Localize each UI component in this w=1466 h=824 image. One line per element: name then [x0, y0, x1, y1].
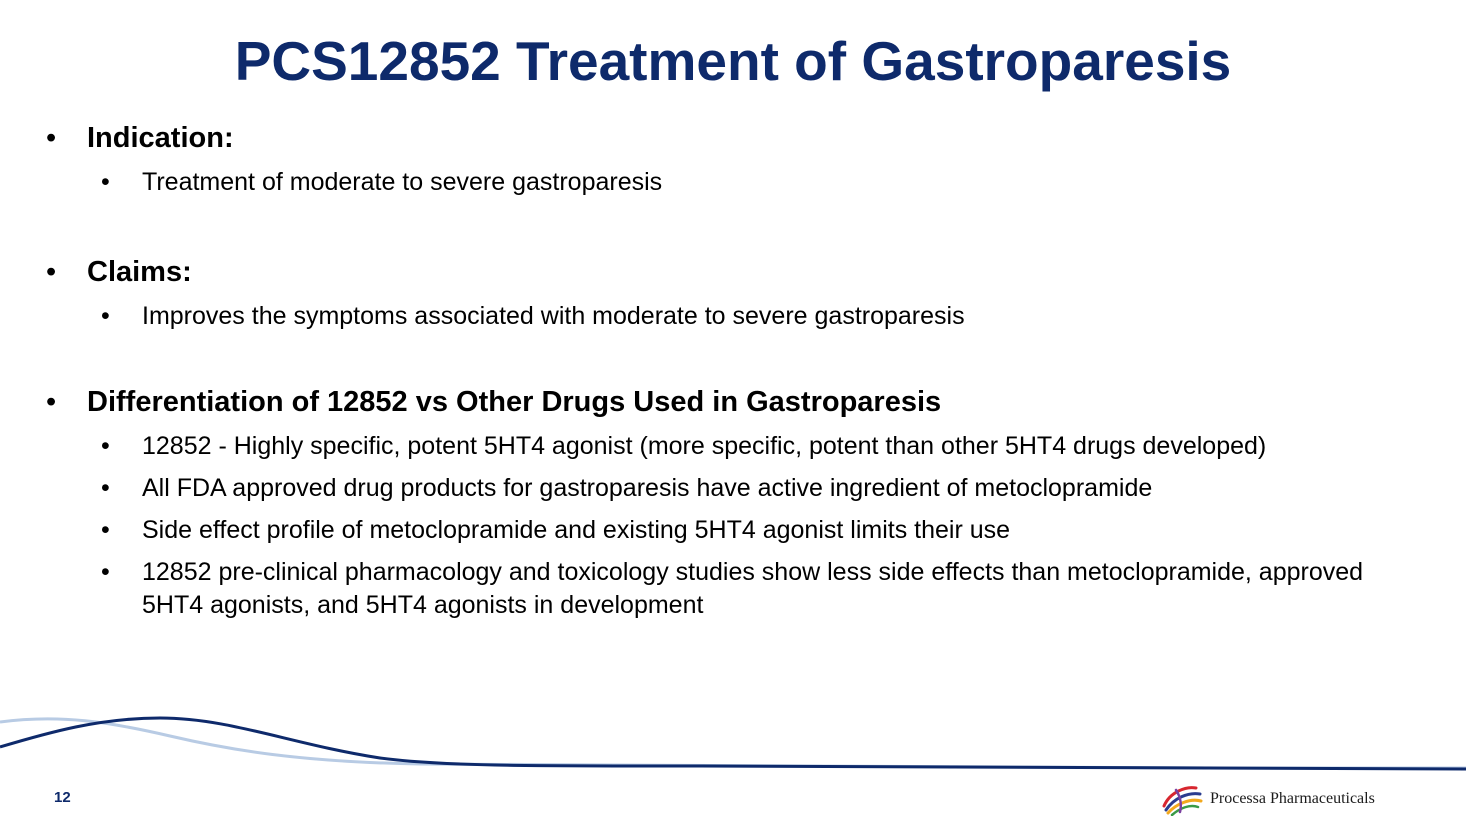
section-heading: Differentiation of 12852 vs Other Drugs Used in Gastroparesis	[87, 386, 942, 418]
slide-title: PCS12852 Treatment of Gastroparesis	[234, 30, 1232, 92]
bullet: •	[46, 386, 57, 418]
list-item-text: All FDA approved drug products for gastroparesis have active ingredient of metoclopramide	[142, 474, 1153, 502]
section-heading: Claims:	[87, 256, 192, 288]
list-item-text: Treatment of moderate to severe gastroparesis	[142, 168, 663, 196]
page-number: 12	[54, 789, 71, 806]
bullet: •	[101, 516, 110, 544]
wave-dark	[0, 718, 1466, 769]
list-item-text: 12852 - Highly specific, potent 5HT4 agonist (more specific, potent than other 5HT4 drugs developed)	[142, 432, 1267, 460]
bullet: •	[46, 256, 57, 288]
bullet: •	[101, 302, 110, 330]
wave-light	[0, 719, 1466, 768]
company-name: Processa Pharmaceuticals	[1210, 790, 1375, 807]
list-item-text: 12852 pre-clinical pharmacology and toxicology studies show less side effects than metoclopramide, approved 5HT4 agonists, and 5HT4 agonists in development	[142, 558, 1364, 619]
processa-swirl-logo-icon	[1160, 782, 1204, 816]
bullet: •	[46, 122, 57, 154]
bullet: •	[101, 558, 110, 586]
bullet: •	[101, 474, 110, 502]
bullet: •	[101, 168, 110, 196]
section-heading: Indication:	[87, 122, 234, 154]
list-item-text: Side effect profile of metoclopramide and existing 5HT4 agonist limits their use	[142, 516, 1011, 544]
company-logo	[1160, 782, 1375, 816]
decorative-waves	[0, 700, 1466, 780]
bullet: •	[101, 432, 110, 460]
list-item-text: Improves the symptoms associated with moderate to severe gastroparesis	[142, 302, 965, 330]
